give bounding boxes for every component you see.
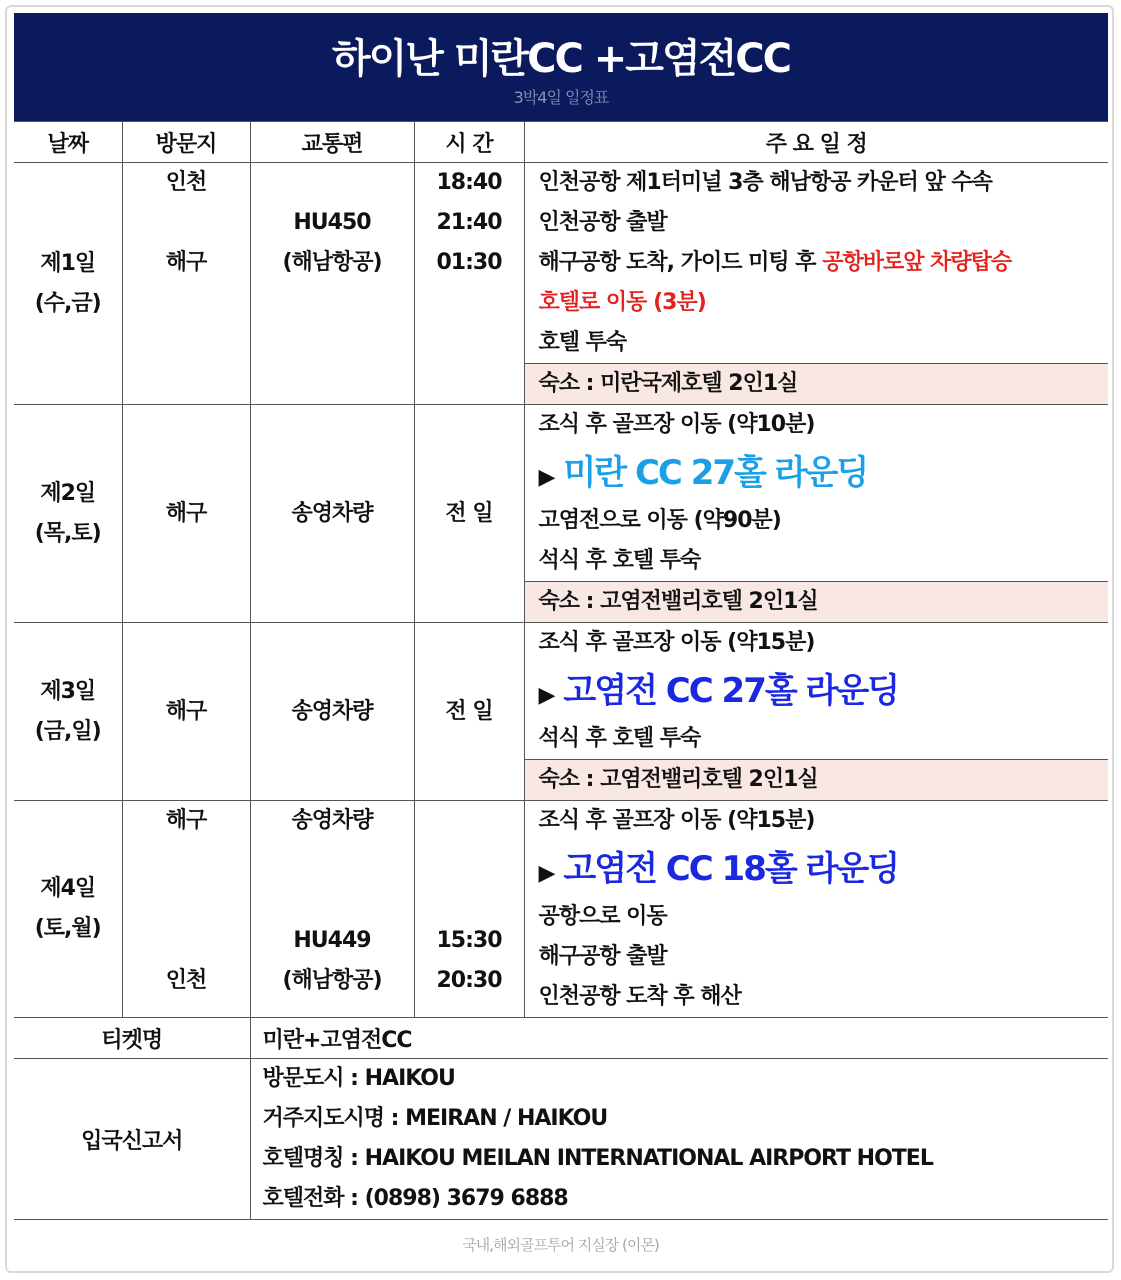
day4-time-1: 15:30 [436,928,502,953]
day1-flight: HU450 [293,210,371,235]
day4-weekdays: (토,월) [34,916,101,941]
day3-time-text: 전 일 [445,698,493,724]
day1-place-1: 인천 [165,170,207,195]
day4-transport [250,801,414,1018]
day1-sched-3a: 해구공항 도착, 가이드 미팅 후 [538,250,823,275]
day2-stay: 숙소 : 고염전밸리호텔 2인1실 [525,581,1109,622]
day1-time [414,163,524,405]
day4-place-2: 인천 [165,968,207,993]
day2-date [14,405,122,623]
day2-transport [250,405,414,623]
day2-place [122,405,250,623]
day3-schedule [524,623,1108,801]
day4-label: 제4일 [40,876,96,901]
day2-sched-1: 조식 후 골프장 이동 (약10분) [538,412,815,437]
ticket-label: 티켓명 [14,1018,250,1059]
day1-label: 제1일 [40,250,96,276]
day1-sched-4: 호텔로 이동 (3분) [538,290,706,315]
day4-time-2: 20:30 [436,968,502,993]
ticket-row [14,1018,1108,1059]
day2-highlight [539,445,1109,501]
day1-airline: (해남항공) [282,250,382,275]
day1-stay: 숙소 : 미란국제호텔 2인1실 [525,363,1109,404]
entry-hotel-phone: 호텔전화 : (0898) 3679 6888 [262,1186,568,1211]
day3-transport [250,623,414,801]
day2-place-text: 해구 [165,500,207,526]
column-header-place: 방문지 [122,122,250,163]
day1-place-2: 해구 [165,250,207,275]
day4-sched-3: 해구공항 출발 [538,944,667,969]
day4-place-1: 해구 [165,808,207,833]
play-arrow-icon: ▶ [538,465,554,490]
day2-time [414,405,524,623]
day3-sched-2: 석식 후 호텔 투숙 [538,726,701,751]
day3-time [414,623,524,801]
day1-time-1: 18:40 [436,170,502,195]
day3-weekdays: (금,일) [34,718,101,744]
entry-details [250,1059,1108,1220]
page-title: 하이난 미란CC +고염전CC [332,36,790,82]
day3-date [14,623,122,801]
day1-place [122,163,250,405]
column-header-transport: 교통편 [250,122,414,163]
day3-highlight [539,663,1109,719]
day3-place [122,623,250,801]
day4-date [14,801,122,1018]
day3-transport-text: 송영차량 [291,698,373,724]
day2-sched-2: 고염전으로 이동 (약90분) [538,508,781,533]
day1-sched-3 [539,243,1109,283]
day4-sched-2: 공항으로 이동 [538,904,667,929]
day2-schedule [524,405,1108,623]
day4-transport-1: 송영차량 [291,808,373,833]
table-header-row [14,122,1108,163]
table-row-day3 [14,623,1108,801]
day2-time-text: 전 일 [445,500,493,526]
ticket-value: 미란+고염전CC [250,1018,1108,1059]
day4-airline: (해남항공) [282,968,382,993]
day4-flight: HU449 [293,928,371,953]
day2-transport-text: 송영차량 [291,500,373,526]
day4-time [414,801,524,1018]
column-header-schedule: 주 요 일 정 [524,122,1108,163]
entry-hotel-name: 호텔명칭 : HAIKOU MEILAN INTERNATIONAL AIRPORT HOTEL [262,1146,933,1171]
day1-time-2: 21:40 [436,210,502,235]
day1-schedule [524,163,1108,405]
day1-sched-2: 인천공항 출발 [538,210,667,235]
day4-highlight-text: 고염전 CC 18홀 라운딩 [563,849,899,889]
column-header-date: 날짜 [14,122,122,163]
day4-sched-4: 인천공항 도착 후 해산 [538,984,741,1009]
day1-weekdays: (수,금) [34,290,101,316]
day3-sched-1: 조식 후 골프장 이동 (약15분) [538,630,815,655]
entry-row [14,1059,1108,1220]
day2-label: 제2일 [40,480,96,506]
day1-time-3: 01:30 [436,250,502,275]
header-banner [14,13,1108,121]
table-row-day4 [14,801,1108,1018]
day4-place [122,801,250,1018]
entry-city: 방문도시 : HAIKOU [262,1066,455,1091]
table-row-day1 [14,163,1108,405]
day3-place-text: 해구 [165,698,207,724]
day3-stay: 숙소 : 고염전밸리호텔 2인1실 [525,759,1109,800]
day1-date [14,163,122,405]
day3-highlight-text: 고염전 CC 27홀 라운딩 [563,671,899,711]
itinerary-table [14,121,1108,1220]
column-header-time: 시 간 [414,122,524,163]
day4-sched-1: 조식 후 골프장 이동 (약15분) [538,808,815,833]
footer-credit: 국내,해외골프투어 지실장 (이몬) [462,1236,659,1254]
entry-label: 입국신고서 [14,1059,250,1220]
table-row-day2 [14,405,1108,623]
day1-sched-5: 호텔 투숙 [538,330,627,355]
page-subtitle: 3박4일 일정표 [513,88,609,107]
day4-highlight [539,841,1109,897]
day4-schedule [524,801,1108,1018]
day1-transport [250,163,414,405]
entry-residence: 거주지도시명 : MEIRAN / HAIKOU [262,1106,608,1131]
play-arrow-icon: ▶ [538,683,554,708]
day1-sched-3b: 공항바로앞 차량탑승 [822,250,1012,275]
day3-label: 제3일 [40,678,96,704]
day2-highlight-text: 미란 CC 27홀 라운딩 [563,453,868,493]
day1-sched-1: 인천공항 제1터미널 3층 해남항공 카운터 앞 수속 [538,170,992,195]
play-arrow-icon: ▶ [538,861,554,886]
day2-sched-3: 석식 후 호텔 투숙 [538,548,701,573]
day2-weekdays: (목,토) [34,520,101,546]
